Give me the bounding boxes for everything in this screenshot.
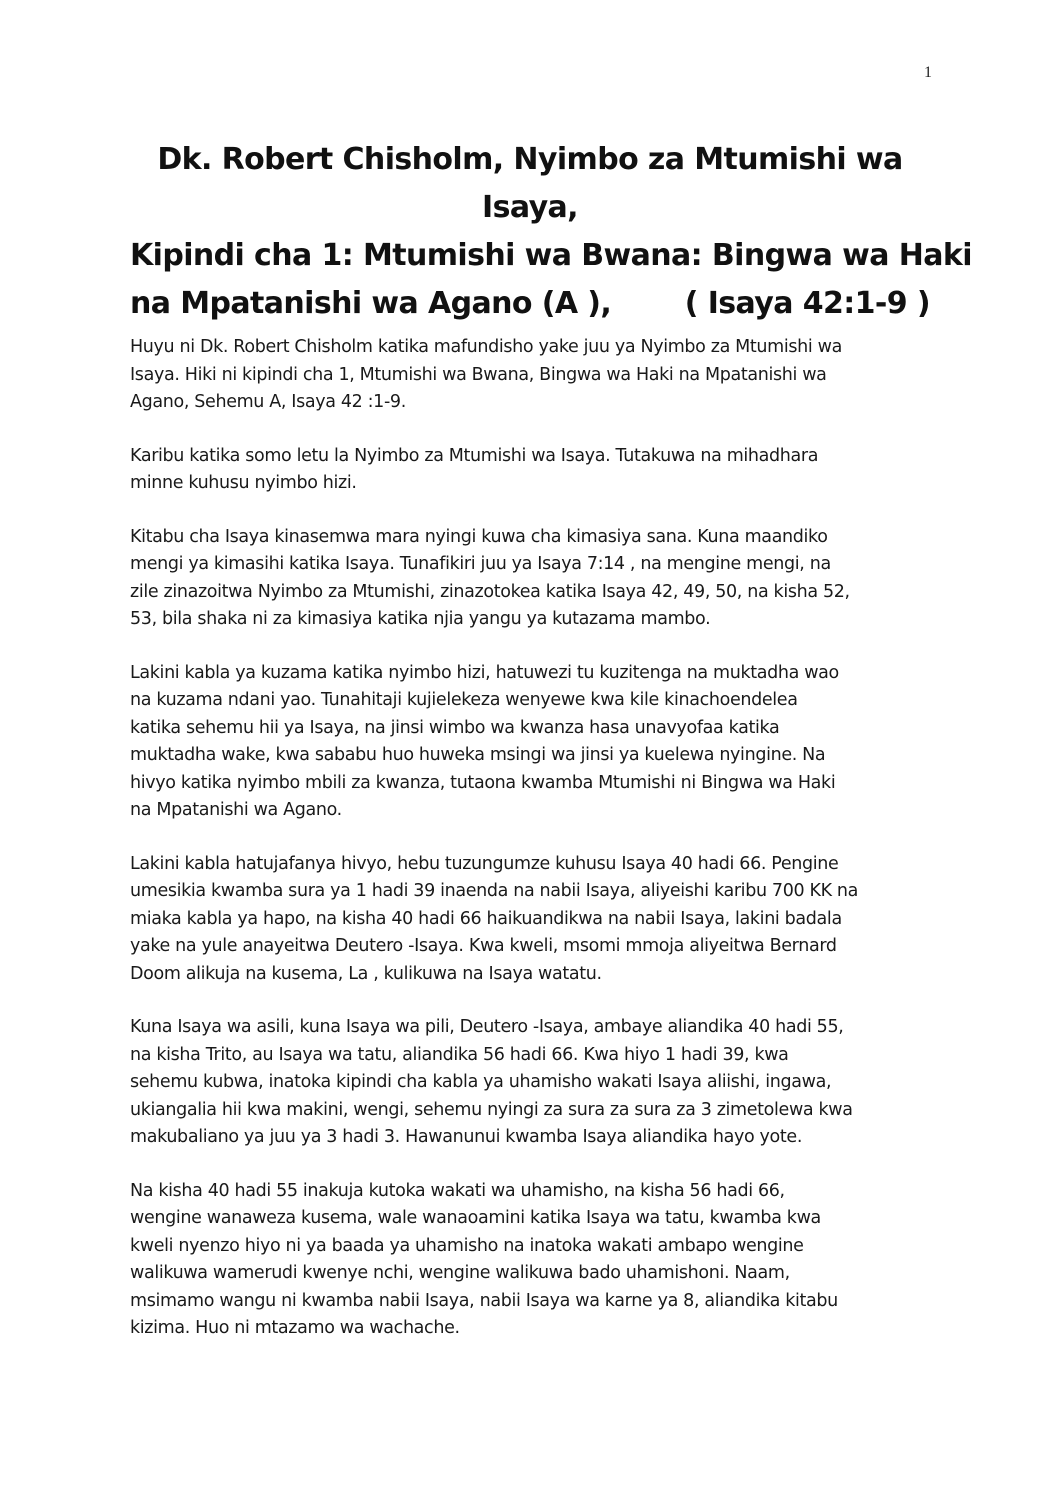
text-line: 53, bila shaka ni za kimasiya katika njia yangu ya kutazama mambo.	[130, 609, 711, 629]
text-line: na kuzama ndani yao. Tunahitaji kujielekeza wenyewe kwa kile kinachoendelea	[130, 690, 798, 710]
text-line: hivyo katika nyimbo mbili za kwanza, tutaona kwamba Mtumishi ni Bingwa wa Haki	[130, 772, 836, 793]
text-line: kizima. Huo ni mtazamo wa wachache.	[130, 1318, 460, 1338]
document-title	[130, 136, 972, 328]
paragraph-2	[130, 443, 930, 498]
text-line: Karibu katika somo letu la Nyimbo za Mtumishi wa Isaya. Tutakuwa na mihadhara	[130, 445, 819, 466]
paragraph-4	[130, 660, 930, 825]
paragraph-7	[130, 1178, 930, 1343]
text-line: Lakini kabla ya kuzama katika nyimbo hizi, hatuwezi tu kuzitenga na muktadha wao	[130, 662, 839, 683]
title-line-4-reference: ( Isaya 42:1-9 )	[684, 286, 930, 321]
paragraph-6	[130, 1014, 930, 1152]
title-line-3: Kipindi cha 1: Mtumishi wa Bwana: Bingwa wa Haki	[130, 238, 972, 273]
title-line-4	[130, 280, 930, 328]
text-line: na Mpatanishi wa Agano.	[130, 800, 342, 820]
text-line: Doom alikuja na kusema, La , kulikuwa na Isaya watatu.	[130, 963, 602, 984]
text-line: umesikia kwamba sura ya 1 hadi 39 inaenda na nabii Isaya, aliyeishi karibu 700 KK na	[130, 881, 859, 901]
text-line: Huyu ni Dk. Robert Chisholm katika mafundisho yake juu ya Nyimbo za Mtumishi wa	[130, 337, 842, 357]
title-line-2: Isaya,	[482, 190, 578, 225]
paragraph-3	[130, 524, 930, 634]
text-line: yake na yule anayeitwa Deutero -Isaya. Kwa kweli, msomi mmoja aliyeitwa Bernard	[130, 936, 837, 956]
text-line: kweli nyenzo hiyo ni ya baada ya uhamisho na inatoka wakati ambapo wengine	[130, 1235, 804, 1256]
paragraph-1	[130, 334, 930, 417]
text-line: zile zinazoitwa Nyimbo za Mtumishi, zinazotokea katika Isaya 42, 49, 50, na kisha 52,	[130, 581, 850, 602]
text-line: wengine wanaweza kusema, wale wanaoamini katika Isaya wa tatu, kwamba kwa	[130, 1208, 821, 1228]
text-line: Lakini kabla hatujafanya hivyo, hebu tuzungumze kuhusu Isaya 40 hadi 66. Pengine	[130, 853, 839, 874]
text-line: msimamo wangu ni kwamba nabii Isaya, nabii Isaya wa karne ya 8, aliandika kitabu	[130, 1290, 838, 1311]
text-line: na kisha Trito, au Isaya wa tatu, aliandika 56 hadi 66. Kwa hiyo 1 hadi 39, kwa	[130, 1044, 789, 1065]
text-line: Isaya. Hiki ni kipindi cha 1, Mtumishi wa Bwana, Bingwa wa Haki na Mpatanishi wa	[130, 364, 827, 385]
text-line: ukiangalia hii kwa makini, wengi, sehemu nyingi za sura za sura za 3 zimetolewa kwa	[130, 1099, 853, 1120]
text-line: Kitabu cha Isaya kinasemwa mara nyingi kuwa cha kimasiya sana. Kuna maandiko	[130, 526, 828, 547]
page-number: 1	[924, 64, 932, 81]
document-body	[130, 334, 930, 1369]
title-line-1: Dk. Robert Chisholm, Nyimbo za Mtumishi wa	[157, 142, 903, 177]
text-line: sehemu kubwa, inatoka kipindi cha kabla ya uhamisho wakati Isaya aliishi, ingawa,	[130, 1072, 832, 1092]
paragraph-5	[130, 851, 930, 989]
text-line: Agano, Sehemu A, Isaya 42 :1-9.	[130, 392, 406, 412]
text-line: Kuna Isaya wa asili, kuna Isaya wa pili, Deutero -Isaya, ambaye aliandika 40 hadi 55,	[130, 1017, 844, 1037]
title-line-4-left: na Mpatanishi wa Agano (A ),	[130, 286, 612, 321]
text-line: walikuwa wamerudi kwenye nchi, wengine walikuwa bado uhamishoni. Naam,	[130, 1263, 790, 1283]
text-line: miaka kabla ya hapo, na kisha 40 hadi 66 haikuandikwa na nabii Isaya, lakini badala	[130, 908, 842, 929]
text-line: makubaliano ya juu ya 3 hadi 3. Hawanunui kwamba Isaya aliandika hayo yote.	[130, 1127, 803, 1147]
text-line: minne kuhusu nyimbo hizi.	[130, 473, 357, 493]
text-line: mengi ya kimasihi katika Isaya. Tunafikiri juu ya Isaya 7:14 , na mengine mengi, na	[130, 554, 831, 574]
text-line: muktadha wake, kwa sababu huo huweka msingi wa jinsi ya kuelewa nyingine. Na	[130, 745, 826, 765]
text-line: katika sehemu hii ya Isaya, na jinsi wimbo wa kwanza hasa unavyofaa katika	[130, 717, 780, 738]
text-line: Na kisha 40 hadi 55 inakuja kutoka wakati wa uhamisho, na kisha 56 hadi 66,	[130, 1180, 785, 1201]
